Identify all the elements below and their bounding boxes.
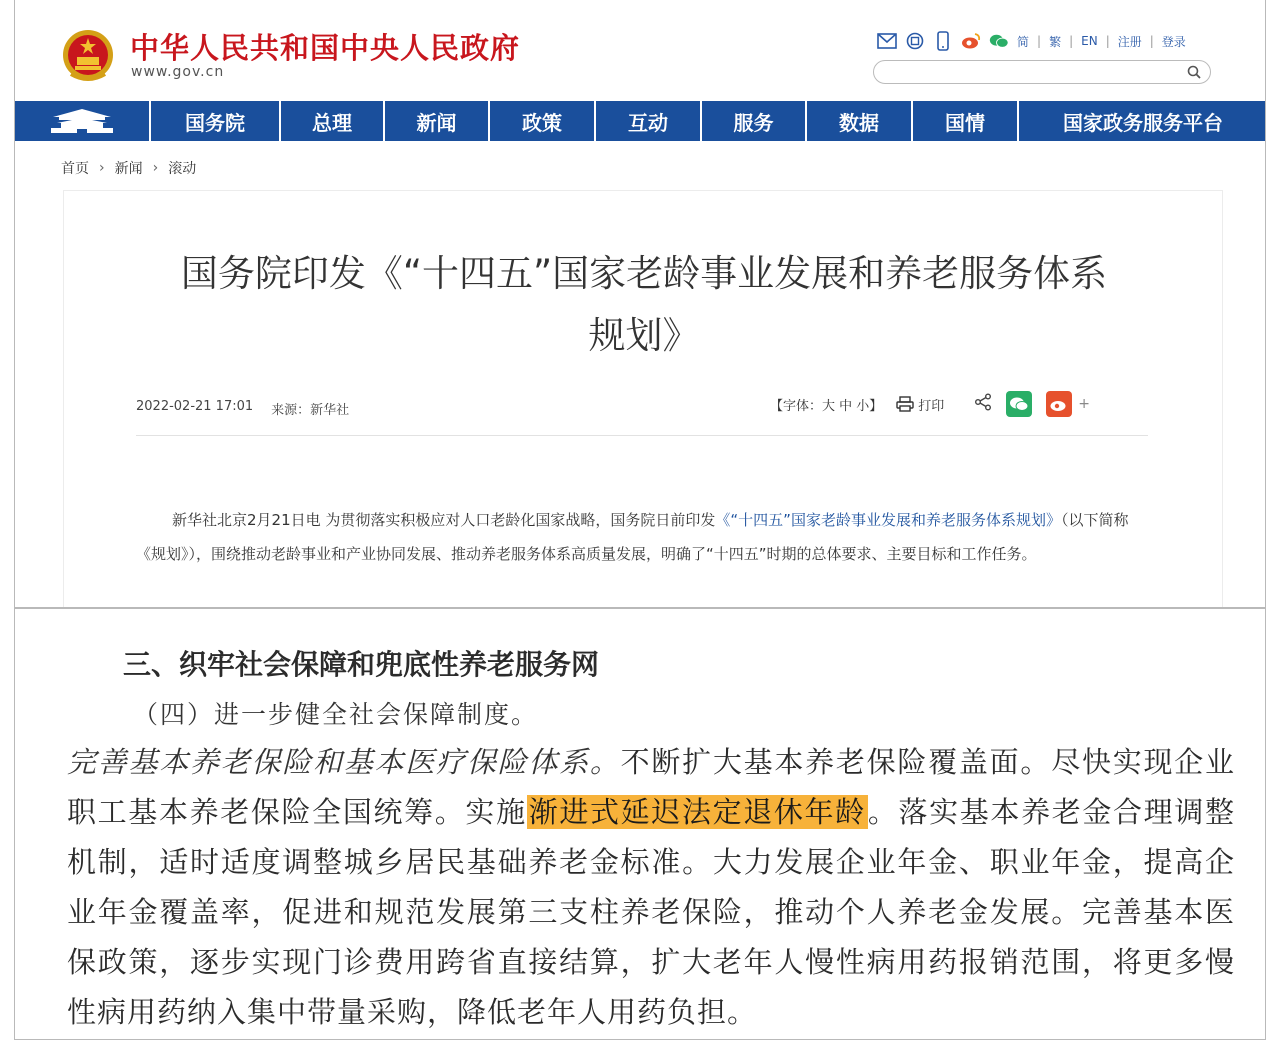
print-button[interactable] xyxy=(896,395,944,414)
site-domain: www.gov.cn xyxy=(131,64,225,80)
website-screenshot xyxy=(14,0,1266,608)
article-card xyxy=(63,190,1223,608)
nav-premier[interactable]: 总理 xyxy=(281,101,385,141)
body-before-highlight: 不断扩大基本养老保险覆盖面。尽快实现企业职工基本养老保险全国统筹。实施 xyxy=(67,745,1235,829)
nav-data[interactable]: 数据 xyxy=(807,101,913,141)
main-nav xyxy=(15,101,1266,141)
wechat-icon[interactable] xyxy=(989,31,1009,51)
national-emblem-icon xyxy=(61,28,115,84)
weibo-icon[interactable] xyxy=(961,31,981,51)
mobile-icon[interactable] xyxy=(933,31,953,51)
chevron-right-icon: › xyxy=(152,160,159,176)
nav-policy[interactable]: 政策 xyxy=(490,101,596,141)
traditional-chinese-link[interactable]: 繁 xyxy=(1049,34,1062,49)
separator: | xyxy=(1149,34,1154,48)
english-link[interactable]: EN xyxy=(1081,34,1098,48)
lede-suffix: （以下简称《规划》），围绕推动老龄事业和产业协同发展、推动养老服务体系高质量发展，明确了“十四五”时期的总体要求、主要目标和工作任务。 xyxy=(136,511,1129,563)
breadcrumb-home[interactable]: 首页 xyxy=(61,161,89,177)
simplified-chinese-link[interactable]: 简 xyxy=(1017,34,1030,49)
wechat-share-icon[interactable] xyxy=(1006,391,1032,417)
article-lede xyxy=(136,503,1146,571)
nav-state-council[interactable]: 国务院 xyxy=(151,101,281,141)
search-input[interactable] xyxy=(873,60,1211,84)
more-share-icon[interactable]: + xyxy=(1078,396,1091,412)
article-tools xyxy=(770,391,1090,417)
nav-national-info[interactable]: 国情 xyxy=(913,101,1019,141)
sub-heading: （四）进一步健全社会保障制度。 xyxy=(133,700,539,729)
lead-sentence: 完善基本养老保险和基本医疗保险体系。 xyxy=(67,745,621,779)
nav-interaction[interactable]: 互动 xyxy=(596,101,702,141)
body-after-highlight: 。落实基本养老金合理调整机制，适时适度调整城乡居民基础养老金标准。大力发展企业年金、职业年金，提高企业年金覆盖率，促进和规范发展第三支柱养老保险，推动个人养老金发展。完善基本医保政策，逐步实现门诊费用跨省直接结算，扩大老年人慢性病用药报销范围，将更多慢性病用药纳入集中带量采购，降低老年人用药负担。 xyxy=(67,795,1235,1029)
breadcrumb-rolling[interactable]: 滚动 xyxy=(168,161,197,177)
breadcrumb xyxy=(61,158,196,178)
top-toolbar xyxy=(877,30,1186,52)
separator: | xyxy=(1105,34,1110,48)
printer-icon xyxy=(896,396,914,412)
register-link[interactable]: 注册 xyxy=(1117,34,1142,49)
print-label: 打印 xyxy=(918,398,945,414)
article-meta xyxy=(136,399,349,418)
share-icon[interactable] xyxy=(974,393,992,415)
separator: | xyxy=(1037,34,1042,48)
separator: | xyxy=(1069,34,1074,48)
chevron-right-icon: › xyxy=(99,160,105,176)
plan-link[interactable]: 《“十四五”国家老龄事业发展和养老服务体系规划》 xyxy=(715,511,1061,529)
font-size-control[interactable]: 【字体：大 中 小】 xyxy=(770,398,883,414)
mail-icon[interactable] xyxy=(877,31,897,51)
section-heading: 三、织牢社会保障和兜底性养老服务网 xyxy=(123,648,600,681)
nav-gov-service-platform[interactable]: 国家政务服务平台 xyxy=(1063,110,1223,135)
document-excerpt xyxy=(14,608,1266,1040)
search-icon[interactable] xyxy=(1186,64,1202,80)
lede-prefix: 新华社北京2月21日电 为贯彻落实积极应对人口老龄化国家战略，国务院日前印发 xyxy=(172,511,716,529)
article-source: 来源：新华社 xyxy=(271,403,350,418)
highlighted-phrase: 渐进式延迟法定退休年龄 xyxy=(528,795,866,829)
tiananmen-logo-icon[interactable] xyxy=(15,101,151,141)
nav-services[interactable]: 服务 xyxy=(702,101,807,141)
nav-news[interactable]: 新闻 xyxy=(385,101,490,141)
site-title[interactable]: 中华人民共和国中央人民政府 xyxy=(130,31,521,65)
article-date: 2022-02-21 17:01 xyxy=(136,399,254,414)
article-title: 国务院印发《“十四五”国家老龄事业发展和养老服务体系规划》 xyxy=(180,252,1108,357)
weibo-share-icon[interactable] xyxy=(1046,391,1072,417)
excerpt-body xyxy=(67,737,1235,1037)
login-link[interactable]: 登录 xyxy=(1161,34,1186,49)
app-icon[interactable] xyxy=(905,31,925,51)
divider xyxy=(136,435,1148,436)
breadcrumb-news[interactable]: 新闻 xyxy=(114,161,143,177)
